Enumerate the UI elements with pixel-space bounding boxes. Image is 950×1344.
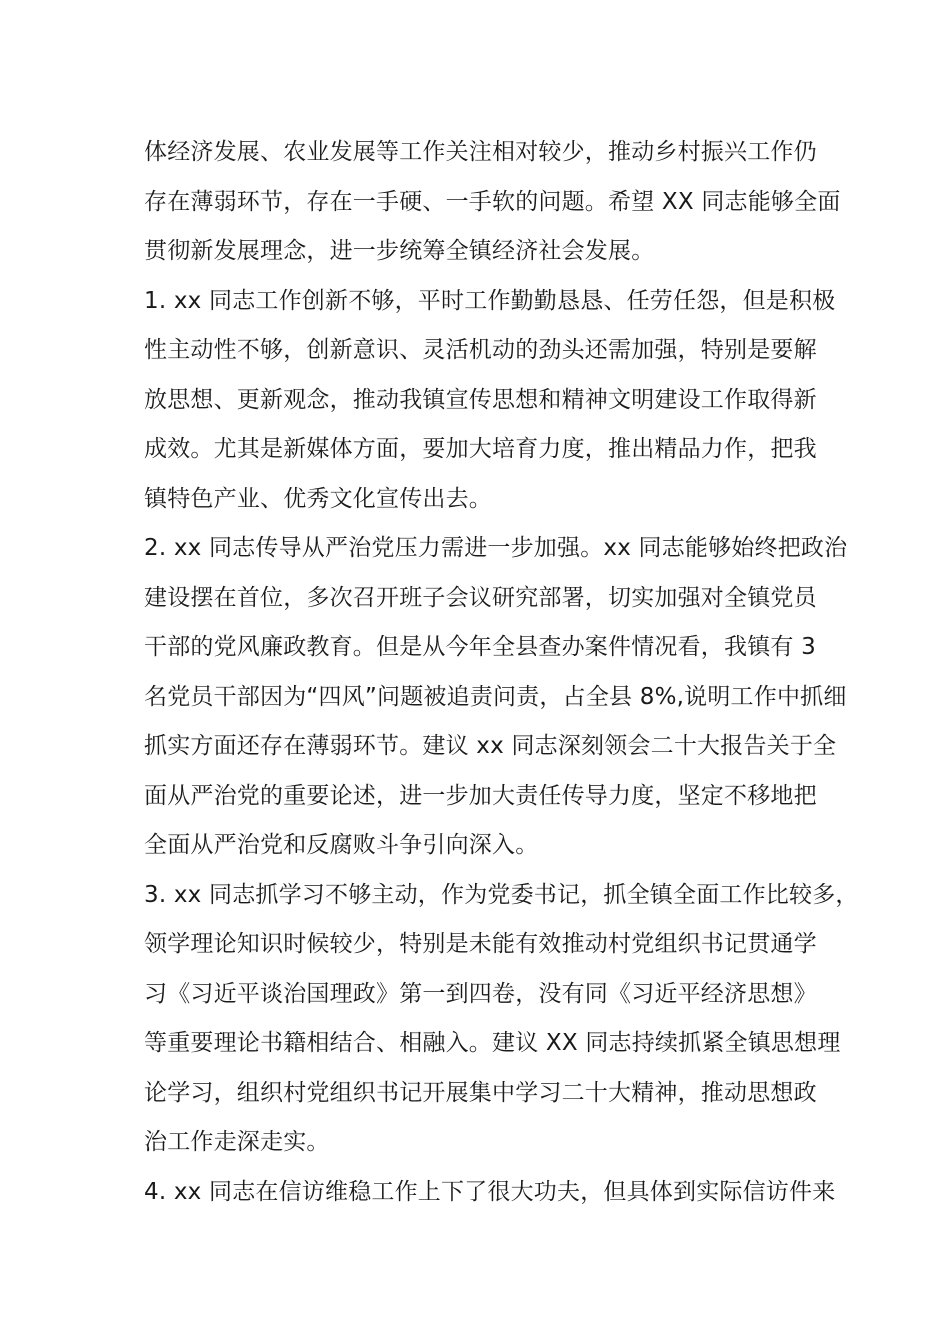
text-line: 1. xx 同志工作创新不够，平时工作勤勤恳恳、任劳任怨，但是积极 [144, 287, 836, 314]
text-line: 治工作走深走实。 [144, 1129, 330, 1155]
text-line: 性主动性不够，创新意识、灵活机动的劲头还需加强，特别是要解 [144, 337, 817, 363]
text-line: 2. xx 同志传导从严治党压力需进一步加强。xx 同志能够始终把政治 [144, 535, 848, 561]
text-line: 面从严治党的重要论述，进一步加大责任传导力度，坚定不移地把 [144, 782, 817, 809]
text-line: 全面从严治党和反腐败斗争引向深入。 [144, 832, 539, 858]
text-line: 建设摆在首位，多次召开班子会议研究部署，切实加强对全镇党员 [144, 584, 817, 611]
text-line: 抓实方面还存在薄弱环节。建议 xx 同志深刻领会二十大报告关于全 [144, 733, 837, 759]
text-line: 论学习，组织村党组织书记开展集中学习二十大精神，推动思想政 [144, 1079, 817, 1106]
text-line: 放思想、更新观念，推动我镇宣传思想和精神文明建设工作取得新 [144, 386, 817, 413]
document-body [144, 128, 859, 1217]
text-line: 存在薄弱环节，存在一手硬、一手软的问题。希望 XX 同志能够全面 [144, 188, 841, 215]
text-line: 领学理论知识时候较少，特别是未能有效推动村党组织书记贯通学 [144, 931, 817, 957]
text-line: 镇特色产业、优秀文化宣传出去。 [144, 485, 492, 512]
text-line: 贯彻新发展理念，进一步统筹全镇经济社会发展。 [144, 238, 655, 264]
text-line: 3. xx 同志抓学习不够主动，作为党委书记，抓全镇全面工作比较多， [144, 881, 859, 908]
text-line: 名党员干部因为“四风”问题被追责问责，占全县 8%,说明工作中抓细 [144, 683, 847, 710]
text-line: 成效。尤其是新媒体方面，要加大培育力度，推出精品力作，把我 [144, 436, 817, 462]
text-line: 4. xx 同志在信访维稳工作上下了很大功夫，但具体到实际信访件来 [144, 1178, 836, 1205]
text-line: 体经济发展、农业发展等工作关注相对较少，推动乡村振兴工作仍 [144, 139, 817, 165]
text-line: 干部的党风廉政教育。但是从今年全县查办案件情况看，我镇有 3 [144, 634, 816, 660]
text-line: 等重要理论书籍相结合、相融入。建议 XX 同志持续抓紧全镇思想理 [144, 1030, 841, 1056]
text-line: 习《习近平谈治国理政》第一到四卷，没有同《习近平经济思想》 [144, 980, 817, 1007]
